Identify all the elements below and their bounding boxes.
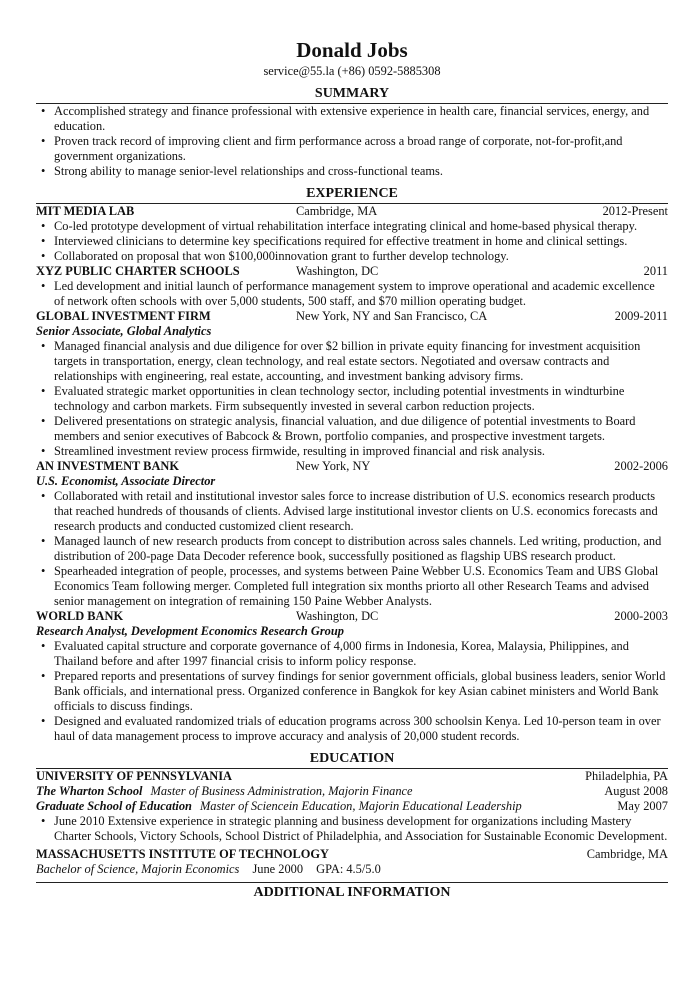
job-bullets	[36, 279, 668, 309]
edu-date: May 2007	[617, 799, 668, 813]
job-location: Washington, DC	[296, 609, 379, 623]
summary-item: • Strong ability to manage senior-level relationships and cross-functional teams.	[36, 164, 668, 179]
job-location: Washington, DC	[296, 264, 379, 278]
summary-item: • Proven track record of improving client and firm performance across a broad range of corporate, not-for-profit,and government organizations.	[36, 134, 668, 164]
job-date: 2009-2011	[614, 309, 668, 323]
job-bullet: • Collaborated with retail and institutional investor sales force to increase distribution of U.S. economics research products that reached hundreds of thousands of clients. Advised large institutional investor clients on U.S. economics forecasts and research products and conducted customized client research.	[36, 489, 668, 534]
edu-bullet: • June 2010 Extensive experience in strategic planning and business development for organizations including Mastery Charter Schools, Victory Schools, School District of Philadelphia, and Association for Sustainable Economic Development.	[36, 814, 668, 844]
job-bullet: • Interviewed clinicians to determine key specifications required for effective treatment in home and clinical settings.	[36, 234, 668, 249]
job-header	[36, 459, 668, 474]
summary-heading: SUMMARY	[36, 86, 668, 104]
job-bullet: • Collaborated on proposal that won $100,000innovation grant to further develop technology.	[36, 249, 668, 264]
job-date: 2011	[643, 264, 668, 278]
job-bullets	[36, 489, 668, 609]
job-org: GLOBAL INVESTMENT FIRM	[36, 309, 211, 323]
additional-heading: ADDITIONAL INFORMATION	[36, 882, 668, 902]
job-org: AN INVESTMENT BANK	[36, 459, 179, 473]
summary-list	[36, 104, 668, 179]
job-bullet: • Spearheaded integration of people, processes, and systems between Paine Webber U.S. Economics Team and UBS Global Economics Team following merger. Completed full integration six months priorto all other Research Teams and advised senior management on integration of remaining 150 Paine Webber Analysts.	[36, 564, 668, 609]
edu-location: Cambridge, MA	[586, 847, 668, 861]
job-header	[36, 264, 668, 279]
job-bullet: • Evaluated capital structure and corporate governance of 4,000 firms in Indonesia, Korea, Malaysia, Philippines, and Thailand before and after 1997 financial crisis to inform policy response.	[36, 639, 668, 669]
edu-degree: Bachelor of Science, Majorin Economics	[36, 862, 240, 876]
job-org: WORLD BANK	[36, 609, 124, 623]
edu-gpa: GPA: 4.5/5.0	[316, 862, 381, 876]
job-bullet: • Managed financial analysis and due diligence for over $2 billion in private equity financing for investment acquisition targets in transportation, energy, clean technology, and real estate sectors. Negotiated and oversaw contracts and relationships with engineering, real estate, accounting, and investment banking advisory firms.	[36, 339, 668, 384]
edu-school: The Wharton School	[36, 784, 143, 798]
job-location: Cambridge, MA	[296, 204, 378, 218]
job-header	[36, 204, 668, 219]
job-bullet: • Streamlined investment review process firmwide, resulting in improved financial and risk analysis.	[36, 444, 668, 459]
job-mit-media-lab	[36, 204, 668, 264]
candidate-name: Donald Jobs	[296, 38, 408, 62]
job-org: XYZ PUBLIC CHARTER SCHOOLS	[36, 264, 240, 278]
job-bullet: • Evaluated strategic market opportunities in clean technology sector, including potential investments in windturbine technology and carbon markets. Firm subsequently invested in several carbon reduction projects.	[36, 384, 668, 414]
edu-date: June 2000	[252, 862, 304, 876]
edu-bullets	[36, 814, 668, 844]
edu-mit-header	[36, 847, 668, 862]
edu-degree: Master of Sciencein Education, Majorin Educational Leadership	[199, 799, 522, 813]
job-date: 2012-Present	[602, 204, 668, 218]
edu-school: Graduate School of Education	[36, 799, 192, 813]
summary-item: • Accomplished strategy and finance professional with extensive experience in health care, financial services, energy, and education.	[36, 104, 668, 134]
job-bullets	[36, 339, 668, 459]
edu-wharton-row	[36, 784, 668, 799]
job-bullet: • Led development and initial launch of performance management system to improve operational and academic excellence of network often schools with over 5,000 students, 500 staff, and $70 million operating budget.	[36, 279, 668, 309]
job-xyz-charter	[36, 264, 668, 309]
job-org: MIT MEDIA LAB	[36, 204, 135, 218]
experience-heading: EXPERIENCE	[36, 186, 668, 204]
job-role: U.S. Economist, Associate Director	[36, 474, 216, 488]
job-bullets	[36, 639, 668, 744]
job-global-investment	[36, 309, 668, 459]
edu-upenn-header	[36, 769, 668, 784]
job-location: New York, NY	[296, 459, 371, 473]
job-investment-bank	[36, 459, 668, 609]
edu-gse-row	[36, 799, 668, 814]
job-header	[36, 609, 668, 624]
job-date: 2000-2003	[614, 609, 668, 623]
edu-date: August 2008	[604, 784, 668, 798]
edu-location: Philadelphia, PA	[585, 769, 668, 783]
job-bullet: • Co-led prototype development of virtual rehabilitation interface integrating clinical and home-based physical therapy.	[36, 219, 668, 234]
edu-degree: Master of Business Administration, Majorin Finance	[150, 784, 413, 798]
job-header	[36, 309, 668, 324]
job-role: Senior Associate, Global Analytics	[36, 324, 212, 338]
edu-institution: MASSACHUSETTS INSTITUTE OF TECHNOLOGY	[36, 847, 329, 861]
job-world-bank	[36, 609, 668, 744]
job-date: 2002-2006	[614, 459, 668, 473]
job-role: Research Analyst, Development Economics Research Group	[36, 624, 344, 638]
contact-info: service@55.la (+86) 0592-5885308	[263, 64, 441, 78]
edu-institution: UNIVERSITY OF PENNSYLVANIA	[36, 769, 232, 783]
edu-mit-detail	[36, 862, 668, 877]
job-bullet: • Delivered presentations on strategic analysis, financial valuation, and due diligence of potential investments to Board members and senior executives of Babcock & Brown, portfolio companies, and prospective investment targets.	[36, 414, 668, 444]
job-bullet: • Prepared reports and presentations of survey findings for senior government officials, global business leaders, senior World Bank officials, and international press. Organized conference in Bangkok for key Asian cabinet ministers and World Bank officials to discuss findings.	[36, 669, 668, 714]
job-location: New York, NY and San Francisco, CA	[296, 309, 488, 323]
job-bullet: • Managed launch of new research products from concept to distribution across sales channels. Led writing, production, and distribution of 200-page Data Decoder reference book, successfully positioned as flagship UBS research product.	[36, 534, 668, 564]
education-heading: EDUCATION	[36, 751, 668, 769]
job-bullet: • Designed and evaluated randomized trials of education programs across 300 schoolsin Kenya. Led 10-person team in over haul of data management process to improve accuracy and analysis of 20,000 student records.	[36, 714, 668, 744]
job-bullets	[36, 219, 668, 264]
